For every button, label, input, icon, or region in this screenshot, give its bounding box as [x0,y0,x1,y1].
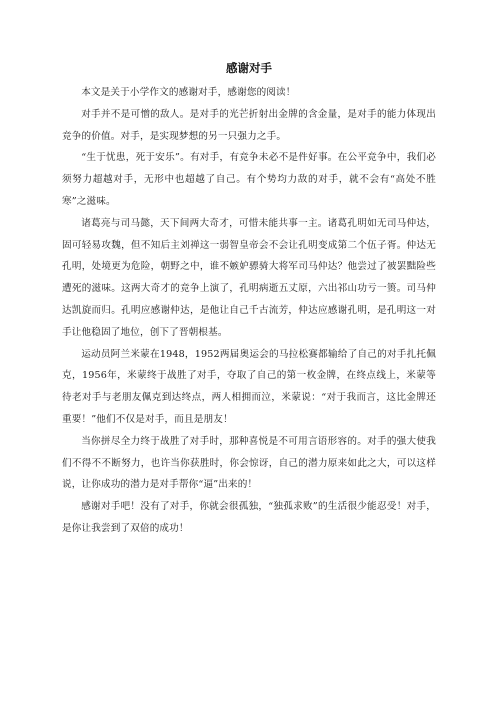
paragraph-opponent-definition: 对手并不是可憎的敌人。是对手的光芒折射出金牌的含金量，是对手的能力体现出竞争的价值。对手，是实现梦想的另一只强力之手。 [62,108,436,142]
document-title: 感谢对手 [226,61,272,75]
paragraph-adversity: “生于忧患，死于安乐”。有对手，有竞争未必不是件好事。在公平竞争中，我们必须努力超越对手，无形中也超越了自己。有个势均力敌的对手，就不会有“高处不胜寒”之滋味。 [62,152,436,207]
paragraph-mimoun: 运动员阿兰米蒙在1948，1952两届奥运会的马拉松赛都输给了自己的对手扎托佩克，1956年，米蒙终于战胜了对手，夺取了自己的第一枚金牌，在终点线上，米蒙等待老对手与老朋友佩克到达终点，两人相拥而泣，米蒙说：“对于我而言，这比金牌还重要！”他们不仅是对手，而且是朋友！ [62,348,436,425]
paragraph-potential: 当你拼尽全力终于战胜了对手时，那种喜悦是不可用言语形容的。对手的强大使我们不得不不断努力，也许当你获胜时，你会惊讶，自己的潜力原来如此之大，可以这样说，让你成功的潜力是对手帮你“逼”出来的！ [62,435,436,491]
document-page [62,60,436,540]
paragraph-intro: 本文是关于小学作文的感谢对手，感谢您的阅读！ [81,87,296,98]
paragraph-zhuge-sima: 诸葛亮与司马懿，天下间两大奇才，可惜未能共事一主。诸葛孔明如无司马仲达，固可轻易攻魏，但不知后主刘禅这一弱智皇帝会不会让孔明变成第二个伍子胥。仲达无孔明，处境更为危险，朝野之中，谁不嫉妒骠骑大将军司马仲达？他尝过了被罢黜险些遭死的滋味。这两大奇才的竞争上演了，孔明病逝五丈原，六出祁山功亏一篑。司马仲达凯旋而归。孔明应感谢仲达，是他让自己千古流芳，仲达应感谢孔明，是孔明这一对手让他稳固了地位，创下了晋朝根基。 [62,217,436,338]
paragraph-conclusion: 感谢对手吧！没有了对手，你就会很孤独，“独孤求败”的生活很少能忍受！对手，是你让我尝到了双倍的成功！ [62,501,436,534]
